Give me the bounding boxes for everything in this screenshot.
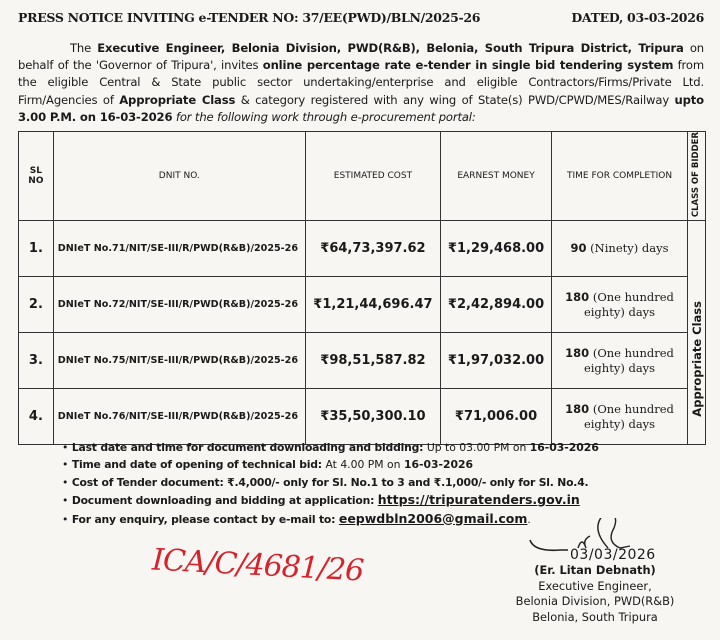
- cell-earnest-money: ₹71,006.00: [441, 389, 552, 445]
- cell-class-of-bidder: [688, 277, 706, 445]
- label: Time and date of opening of technical bid:: [71, 458, 326, 472]
- tender-type: online percentage rate e-tender in single bid tendering system: [262, 58, 674, 73]
- list-item-cost-document: [62, 476, 662, 489]
- value: At 4.00 PM on: [325, 458, 404, 472]
- notice-date: DATED, 03-03-2026: [571, 10, 704, 25]
- time-text: (One hundred eighty) days: [583, 401, 674, 431]
- label: For any enquiry, please contact by e-mail to:: [71, 512, 339, 526]
- col-header-dnit-no: DNIT NO.: [53, 132, 305, 221]
- list-item-last-date: [62, 441, 662, 454]
- punctuation: .: [527, 512, 531, 526]
- col-header-class-of-bidder: [688, 132, 706, 221]
- deadline: upto 3.00 P.M. on 16-03-2026: [18, 92, 704, 124]
- class-of-bidder-value: Appropriate Class: [689, 301, 704, 417]
- value: Up to 03.00 PM on: [426, 441, 530, 454]
- table-row: [19, 389, 706, 445]
- label: Last date and time for document downloading and bidding:: [71, 441, 427, 454]
- intro-text: The: [70, 41, 98, 55]
- cost-text: Cost of Tender document: ₹.4,000/- only for Sl. No.1 to 3 and ₹.1,000/- only for Sl. No.4.: [71, 475, 589, 489]
- cell-estimated-cost: ₹98,51,587.82: [305, 333, 440, 389]
- cell-earnest-money: ₹1,29,468.00: [441, 221, 552, 277]
- time-days: 90: [570, 241, 587, 256]
- signatory-division: Belonia Division, PWD(R&B): [515, 594, 675, 608]
- value-date: 16-03-2026: [529, 441, 599, 454]
- cell-earnest-money: ₹2,42,894.00: [441, 277, 552, 333]
- cell-sl: 4.: [19, 389, 54, 445]
- cell-estimated-cost: ₹64,73,397.62: [305, 221, 440, 277]
- value-date: 16-03-2026: [403, 458, 473, 472]
- table-header-row: [19, 132, 706, 221]
- cell-dnit: DNIeT No.76/NIT/SE-III/R/PWD(R&B)/2025-26: [53, 389, 305, 445]
- table-row: [19, 277, 706, 333]
- signatory-location: Belonia, South Tripura: [532, 609, 658, 624]
- table-row: [19, 333, 706, 389]
- cell-dnit: DNIeT No.71/NIT/SE-III/R/PWD(R&B)/2025-26: [53, 221, 305, 277]
- list-item-opening: [62, 458, 662, 471]
- time-text: (One hundred eighty) days: [583, 345, 674, 375]
- tender-table: [18, 131, 706, 445]
- cell-sl: 3.: [19, 333, 54, 389]
- tender-details-list: [62, 441, 662, 530]
- bidder-class: Appropriate Class: [119, 92, 236, 107]
- time-days: 180: [565, 401, 590, 416]
- signatory-designation: Executive Engineer,: [538, 578, 652, 593]
- cell-dnit: DNIeT No.75/NIT/SE-III/R/PWD(R&B)/2025-26: [53, 333, 305, 389]
- signatory-name: (Er. Litan Debnath): [534, 563, 656, 577]
- cell-time: [552, 221, 688, 277]
- cell-sl: 1.: [19, 221, 54, 277]
- handwritten-reference: ICA/C/4681/26: [151, 542, 365, 589]
- cell-class-blank: [688, 221, 706, 277]
- time-text: (Ninety) days: [586, 241, 669, 256]
- table-row: [19, 221, 706, 277]
- intro-text: & category registered with any wing of State(s) PWD/CPWD/MES/Railway: [235, 92, 675, 107]
- cell-time: [552, 277, 688, 333]
- signature-date: 03/03/2026: [570, 547, 656, 563]
- cell-estimated-cost: ₹1,21,44,696.47: [305, 277, 440, 333]
- notice-header: [18, 10, 704, 25]
- intro-text: from the eligible Central & State public sector undertaking/enterprise and eligible Contractors/Firms/Private Ltd. Firm/Agencies of: [18, 58, 705, 107]
- portal-link[interactable]: https://tripuratenders.gov.in: [377, 492, 580, 508]
- list-item-portal: [62, 493, 662, 507]
- notice-title: PRESS NOTICE INVITING e-TENDER NO: 37/EE(PWD)/BLN/2025-26: [18, 10, 481, 25]
- intro-paragraph: [18, 40, 704, 126]
- enquiry-email-link[interactable]: eepwdbln2006@gmail.com: [338, 510, 528, 526]
- intro-text: on behalf of the 'Governor of Tripura', invites: [18, 41, 704, 73]
- time-days: 180: [565, 289, 590, 304]
- class-of-bidder-label: CLASS OF BIDDER: [691, 132, 702, 218]
- intro-text: for the following work through e-procurement portal:: [172, 109, 476, 124]
- col-header-sl-no: SL NO: [19, 132, 54, 221]
- cell-time: [552, 333, 688, 389]
- cell-estimated-cost: ₹35,50,300.10: [305, 389, 440, 445]
- label: Document downloading and bidding at application:: [71, 494, 378, 508]
- time-days: 180: [565, 345, 590, 360]
- cell-dnit: DNIeT No.72/NIT/SE-III/R/PWD(R&B)/2025-26: [53, 277, 305, 333]
- cell-time: [552, 389, 688, 445]
- issuing-authority: Executive Engineer, Belonia Division, PWD(R&B), Belonia, South Tripura District, Tripura: [97, 41, 684, 55]
- time-text: (One hundred eighty) days: [583, 289, 674, 319]
- col-header-estimated-cost: ESTIMATED COST: [305, 132, 440, 221]
- signatory-block: [500, 563, 690, 625]
- col-header-time-for-completion: TIME FOR COMPLETION: [552, 132, 688, 221]
- col-header-earnest-money: EARNEST MONEY: [441, 132, 552, 221]
- cell-earnest-money: ₹1,97,032.00: [441, 333, 552, 389]
- cell-sl: 2.: [19, 277, 54, 333]
